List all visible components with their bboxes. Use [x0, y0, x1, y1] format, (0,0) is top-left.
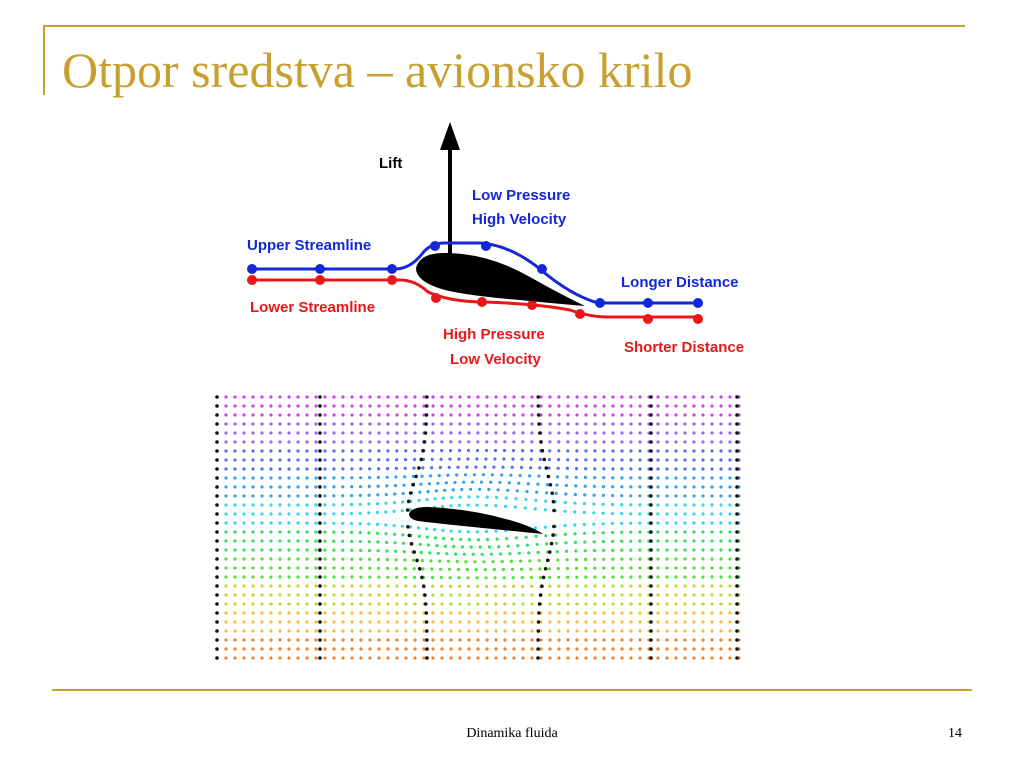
upper-streamline-label: Upper Streamline [247, 237, 372, 254]
airfoil-flow-field [213, 393, 745, 660]
lift-label: Lift [379, 155, 403, 172]
lift-arrow-head [440, 122, 460, 150]
title-frame-top-rule [43, 25, 965, 27]
longer-distance-label: Longer Distance [621, 274, 739, 291]
footer-text: Dinamika fluida [466, 726, 558, 741]
low-pressure-label: Low Pressure [472, 187, 571, 204]
low-velocity-label: Low Velocity [450, 351, 541, 368]
airfoil-streamline-diagram [240, 112, 780, 380]
slide-title: Otpor sredstva – avionsko krilo [62, 42, 693, 98]
high-pressure-label: High Pressure [443, 326, 545, 343]
shorter-distance-label: Shorter Distance [624, 339, 745, 356]
flow-field-marker-lines [215, 395, 739, 660]
footer-rule [52, 689, 972, 691]
title-frame-left-rule [43, 25, 45, 95]
flow-field-airfoil [409, 507, 543, 534]
page-number: 14 [948, 726, 962, 741]
lower-streamline-label: Lower Streamline [250, 299, 376, 316]
high-velocity-label: High Velocity [472, 211, 567, 228]
